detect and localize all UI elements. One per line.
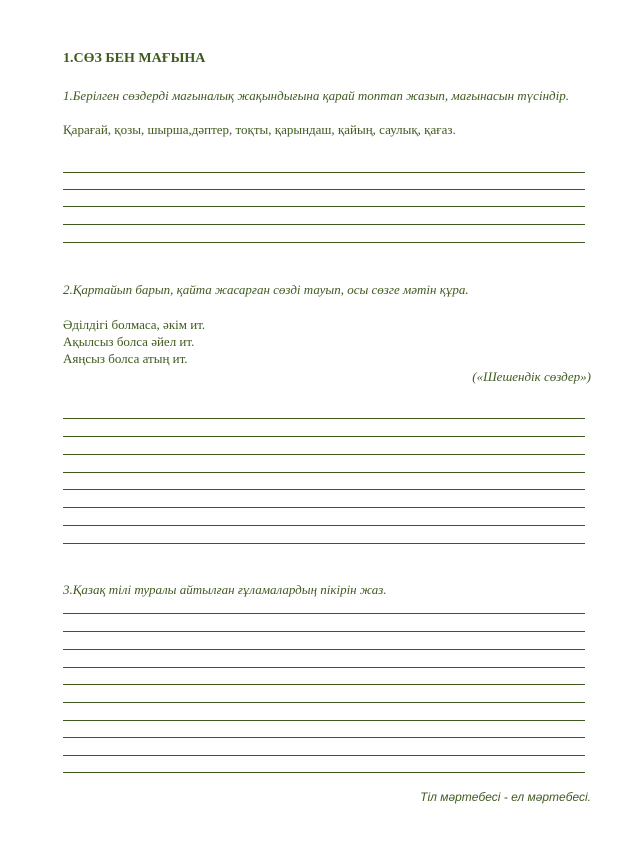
answer-line[interactable] [63, 631, 585, 632]
task2-proverb [63, 316, 205, 367]
task3-instruction: 3.Қазақ тілі туралы айтылған ғұламалардың пікірін жаз. [63, 582, 387, 597]
answer-line[interactable] [63, 702, 585, 703]
answer-line[interactable] [63, 172, 585, 173]
task1-word-list: Қарағай, қозы, шырша,дәптер, тоқты, қарындаш, қайың, саулық, қағаз. [63, 122, 456, 137]
answer-line[interactable] [63, 755, 585, 756]
answer-line[interactable] [63, 613, 585, 614]
answer-line[interactable] [63, 436, 585, 437]
answer-line[interactable] [63, 720, 585, 721]
answer-line[interactable] [63, 472, 585, 473]
answer-line[interactable] [63, 242, 585, 243]
answer-line[interactable] [63, 224, 585, 225]
answer-line[interactable] [63, 189, 585, 190]
answer-line[interactable] [63, 418, 585, 419]
proverb-source: («Шешендік сөздер») [472, 369, 591, 384]
page-title: 1.СӨЗ БЕН МАҒЫНА [63, 51, 206, 66]
answer-line[interactable] [63, 667, 585, 668]
proverb-line: Аяңсыз болса атың ит. [63, 351, 188, 366]
footer-motto: Тіл мәртебесі - ел мәртебесі. [420, 790, 591, 804]
answer-line[interactable] [63, 206, 585, 207]
answer-line[interactable] [63, 543, 585, 544]
answer-line[interactable] [63, 525, 585, 526]
answer-line[interactable] [63, 649, 585, 650]
answer-line[interactable] [63, 737, 585, 738]
task2-instruction: 2.Қартайып барып, қайта жасарған сөзді тауып, осы сөзге мәтін құра. [63, 282, 469, 297]
task1-instruction: 1.Берілген сөздерді мағыналық жақындығына қарай топтап жазып, мағынасын түсіндір. [63, 88, 569, 103]
answer-line[interactable] [63, 489, 585, 490]
answer-line[interactable] [63, 454, 585, 455]
proverb-line: Ақылсыз болса әйел ит. [63, 334, 195, 349]
proverb-line: Әділдігі болмаса, әкім ит. [63, 317, 206, 332]
answer-line[interactable] [63, 684, 585, 685]
answer-line[interactable] [63, 507, 585, 508]
answer-line[interactable] [63, 772, 585, 773]
